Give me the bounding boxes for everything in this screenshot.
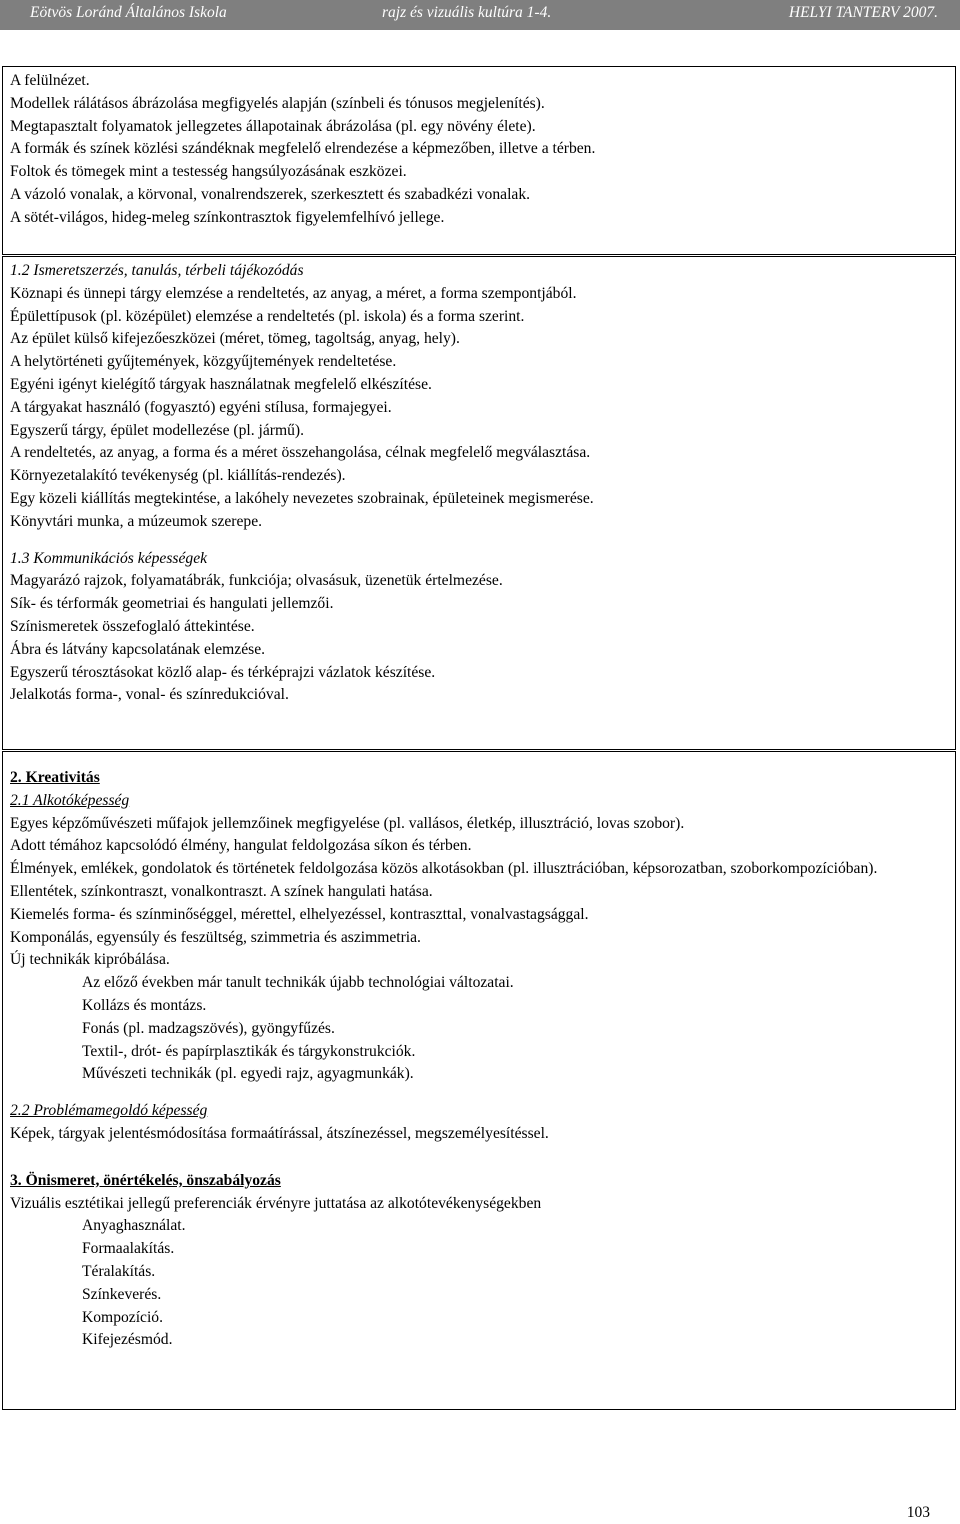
indented-line: Kifejezésmód. (82, 1331, 173, 1349)
indented-line: Formaalakítás. (82, 1240, 175, 1258)
text-line: Egyéni igényt kielégítő tárgyak használatnak megfelelő elkészítése. (10, 375, 432, 393)
text-line: Új technikák kipróbálása. (10, 951, 170, 969)
subsection-heading: 2.2 Problémamegoldó képesség (10, 1102, 208, 1120)
text-line: Egyszerű térosztásokat közlő alap- és térképrajzi vázlatok készítése. (10, 663, 436, 681)
text-line: Köznapi és ünnepi tárgy elemzése a rendeltetés, az anyag, a méret, a forma szempontjából. (10, 284, 577, 302)
text-line: Vizuális esztétikai jellegű preferenciák érvényre juttatása az alkotótevékenységekben (10, 1194, 542, 1212)
indented-line: Művészeti technikák (pl. egyedi rajz, agyagmunkák). (82, 1065, 414, 1083)
page-header (0, 0, 960, 30)
text-line: Megtapasztalt folyamatok jellegzetes állapotainak ábrázolása (pl. egy növény élete). (10, 117, 536, 135)
spacer (10, 755, 955, 767)
text-line: Kiemelés forma- és színminőséggel, mérettel, elhelyezéssel, kontraszttal, vonalvastagsággal. (10, 905, 589, 923)
spacer (10, 1086, 955, 1100)
page-number: 103 (906, 1504, 930, 1521)
indented-line: Kollázs és montázs. (82, 996, 207, 1014)
spacer (10, 1146, 955, 1158)
text-line: Színismeretek összefoglaló áttekintése. (10, 617, 255, 635)
text-line: A vázoló vonalak, a körvonal, vonalrendszerek, szerkesztett és szabadkézi vonalak. (10, 185, 531, 203)
curriculum-label: HELYI TANTERV 2007. (788, 4, 938, 21)
text-line: Jelalkotás forma-, vonal- és színredukcióval. (10, 686, 289, 704)
text-line: A tárgyakat használó (fogyasztó) egyéni stílusa, formajegyei. (10, 398, 392, 416)
text-line: A felülnézet. (10, 72, 90, 89)
text-line: Modellek rálátásos ábrázolása megfigyelés alapján (színbeli és tónusos megjelenítés). (10, 94, 545, 112)
indented-line: Az előző években már tanult technikák újabb technológiai változatai. (82, 974, 514, 992)
section-2-3-box (2, 751, 956, 1410)
spacer (10, 1158, 955, 1170)
indented-line: Textil-, drót- és papírplasztikák és tárgykonstrukciók. (82, 1042, 416, 1060)
text-line: Ábra és látvány kapcsolatának elemzése. (10, 640, 266, 658)
text-line: Élmények, emlékek, gondolatok és történetek feldolgozása közös alkotásokban (pl. illusztrációban, képsorozatban, szoborkompozícióban). (10, 860, 878, 878)
text-line: A rendeltetés, az anyag, a forma és a méret összehangolása, célnak megfelelő megválasztása. (10, 444, 591, 462)
indented-line: Színkeverés. (82, 1285, 162, 1303)
text-line: A formák és színek közlési szándéknak megfelelő elrendezése a képmezőben, illetve a térben. (10, 140, 596, 158)
section-1-box (2, 66, 956, 255)
subsection-heading: 2.1 Alkotóképesség (10, 791, 130, 809)
text-line: Komponálás, egyensúly és feszültség, szimmetria és aszimmetria. (10, 928, 421, 946)
spacer (10, 534, 955, 548)
text-line: A sötét-világos, hideg-meleg színkontrasztok figyelemfelhívó jellege. (10, 208, 445, 226)
text-line: A helytörténeti gyűjtemények, közgyűjtemények rendeltetése. (10, 353, 397, 371)
text-line: Magyarázó rajzok, folyamatábrák, funkciója; olvasásuk, üzenetük értelmezése. (10, 572, 503, 590)
subject-name: rajz és vizuális kultúra 1-4. (382, 4, 552, 21)
section-heading: 1.3 Kommunikációs képességek (10, 549, 208, 567)
text-line: Ellentétek, színkontraszt, vonalkontraszt. A színek hangulati hatása. (10, 882, 433, 900)
section-heading: 2. Kreativitás (10, 769, 100, 786)
section-heading: 3. Önismeret, önértékelés, önszabályozás (10, 1171, 281, 1189)
school-name: Eötvös Loránd Általános Iskola (30, 4, 227, 21)
indented-line: Anyaghasználat. (82, 1217, 186, 1235)
text-line: Épülettípusok (pl. középület) elemzése a rendeltetés (pl. iskola) és a forma szerint. (10, 307, 525, 325)
text-line: Adott témához kapcsolódó élmény, hangulat feldolgozása síkon és térben. (10, 837, 472, 855)
text-line: Egy közeli kiállítás megtekintése, a lakóhely nevezetes szobrainak, épületeinek megismerése. (10, 489, 594, 507)
text-line: Sík- és térformák geometriai és hangulati jellemzői. (10, 595, 334, 613)
section-1-2-box (2, 256, 956, 750)
text-line: Környezetalakító tevékenység (pl. kiállítás-rendezés). (10, 467, 346, 485)
text-line: Egyszerű tárgy, épület modellezése (pl. jármű). (10, 421, 305, 439)
indented-line: Kompozíció. (82, 1308, 163, 1326)
text-line: Az épület külső kifejezőeszközei (méret, tömeg, tagoltság, anyag, hely). (10, 330, 460, 348)
section-heading: 1.2 Ismeretszerzés, tanulás, térbeli tájékozódás (10, 262, 304, 279)
text-line: Egyes képzőművészeti műfajok jellemzőinek megfigyelése (pl. vallásos, életkép, illusztráció, lovas szobor). (10, 814, 685, 832)
indented-line: Téralakítás. (82, 1262, 156, 1280)
indented-line: Fonás (pl. madzagszövés), gyöngyfűzés. (82, 1019, 335, 1037)
text-line: Könyvtári munka, a múzeumok szerepe. (10, 512, 263, 530)
text-line: Képek, tárgyak jelentésmódosítása formaátírással, átszínezéssel, megszemélyesítéssel. (10, 1124, 549, 1142)
text-line: Foltok és tömegek mint a testesség hangsúlyozásának eszközei. (10, 163, 407, 181)
